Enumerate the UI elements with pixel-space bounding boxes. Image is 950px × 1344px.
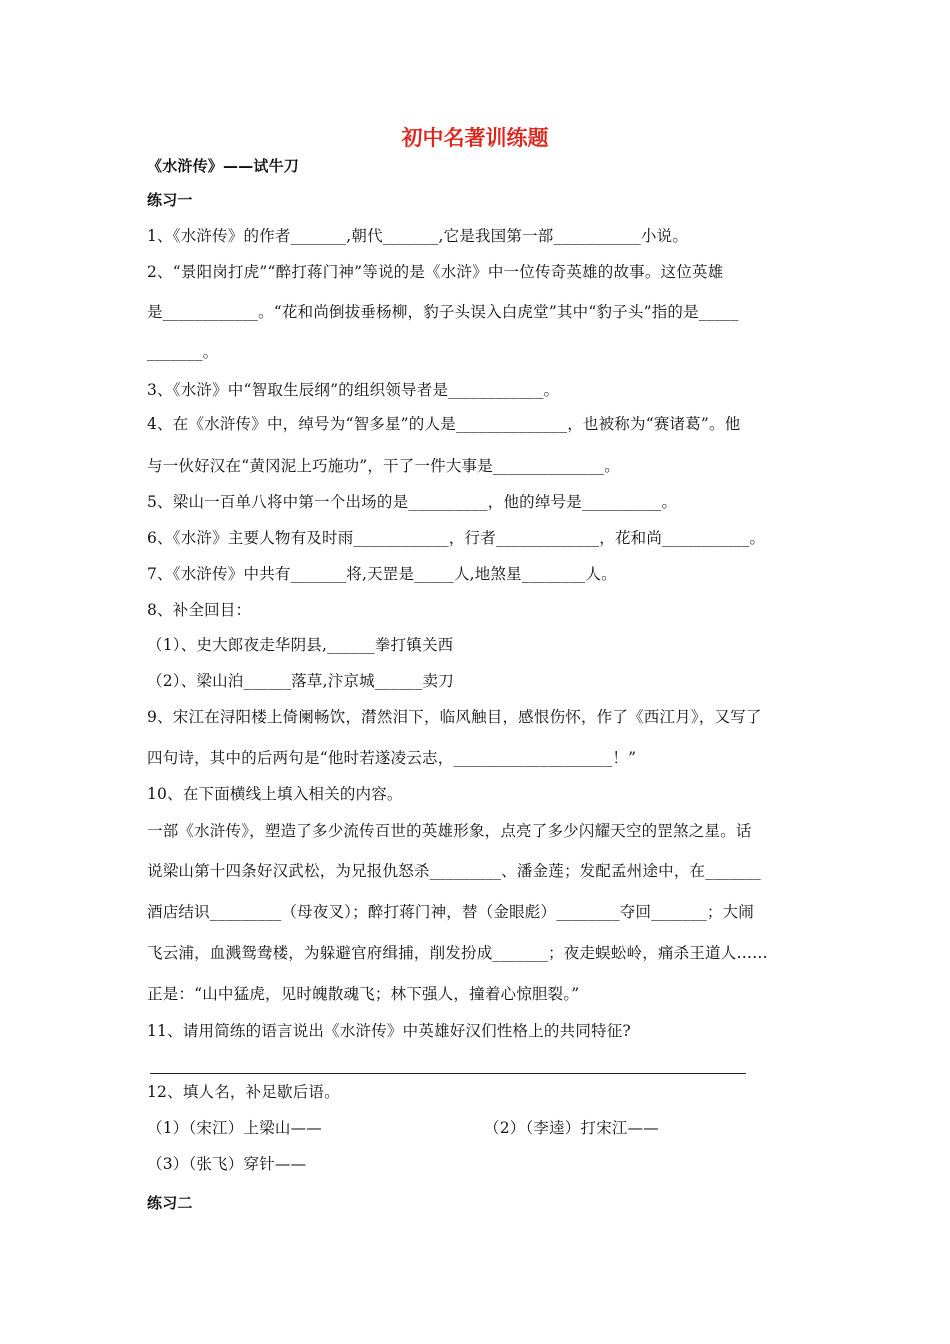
question-4-line-1: 4、在《水浒传》中，绰号为“智多星”的人是______________，也被称为“赛诸葛”。他 — [147, 415, 741, 433]
question-2-line-3: _______。 — [147, 343, 219, 361]
question-10-passage-line-4: 飞云浦，血溅鸳鸯楼，为躲避官府缉捕，削发扮成_______；夜走蜈蚣岭，痛杀王道人…… — [147, 944, 768, 962]
question-11: 11、请用简练的语言说出《水浒传》中英雄好汉们性格上的共同特征? — [147, 1022, 631, 1040]
question-7: 7、《水浒传》中共有_______将,天罡是_____人,地煞星________人。 — [147, 565, 617, 583]
question-12-item-3: （3）（张飞）穿针—— — [147, 1155, 307, 1173]
question-8: 8、补全回目： — [147, 601, 252, 619]
question-12-item-2: （2）（李逵）打宋江—— — [484, 1119, 660, 1137]
section-heading-1: 练习一 — [147, 191, 193, 209]
question-8-item-2: （2）、梁山泊______落草,汴京城______卖刀 — [147, 672, 454, 690]
document-title: 初中名著训练题 — [401, 126, 549, 150]
book-subtitle: 《水浒传》——试牛刀 — [147, 157, 300, 175]
section-heading-2: 练习二 — [147, 1194, 193, 1212]
question-2-line-1: 2、“景阳岗打虎”“醉打蒋门神”等说的是《水浒》中一位传奇英雄的故事。这位英雄 — [147, 263, 724, 281]
question-10: 10、在下面横线上填入相关的内容。 — [147, 785, 403, 803]
question-12: 12、填人名，补足歇后语。 — [147, 1083, 340, 1101]
question-4-line-2: 与一伙好汉在“黄冈泥上巧施功”，干了一件大事是______________。 — [147, 457, 620, 475]
question-12-item-1: （1）（宋江）上梁山—— — [147, 1119, 323, 1137]
question-9-line-2: 四句诗，其中的后两句是“他时若遂凌云志，____________________！” — [147, 749, 637, 767]
question-10-passage-line-2: 说梁山第十四条好汉武松，为兄报仇怒杀_________、潘金莲；发配孟州途中，在_______ — [147, 862, 761, 880]
question-1: 1、《水浒传》的作者_______,朝代_______,它是我国第一部___________小说。 — [147, 227, 689, 245]
question-5: 5、梁山一百单八将中第一个出场的是__________，他的绰号是__________。 — [147, 493, 678, 511]
question-10-passage-line-5: 正是：“山中猛虎，见时魄散魂飞；林下强人，撞着心惊胆裂。” — [147, 985, 580, 1003]
question-6: 6、《水浒》主要人物有及时雨____________，行者_____________，花和尚___________。 — [147, 529, 766, 547]
question-2-line-2: 是____________。“花和尚倒拔垂杨柳，豹子头误入白虎堂”其中“豹子头”指的是_____ — [147, 303, 739, 321]
question-9-line-1: 9、宋江在浔阳楼上倚阑畅饮，潸然泪下，临风触目，感恨伤怀，作了《西江月》，又写了 — [147, 708, 762, 726]
answer-line — [150, 1073, 746, 1074]
question-8-item-1: （1）、史大郎夜走华阴县,______拳打镇关西 — [147, 636, 454, 654]
question-10-passage-line-1: 一部《水浒传》，塑造了多少流传百世的英雄形象，点亮了多少闪耀天空的罡煞之星。话 — [147, 822, 752, 840]
question-10-passage-line-3: 酒店结识_________（母夜叉）；醉打蒋门神，替（金眼彪）________夺回_______；大闹 — [147, 903, 754, 921]
question-3: 3、《水浒》中“智取生辰纲”的组织领导者是____________。 — [147, 381, 560, 399]
